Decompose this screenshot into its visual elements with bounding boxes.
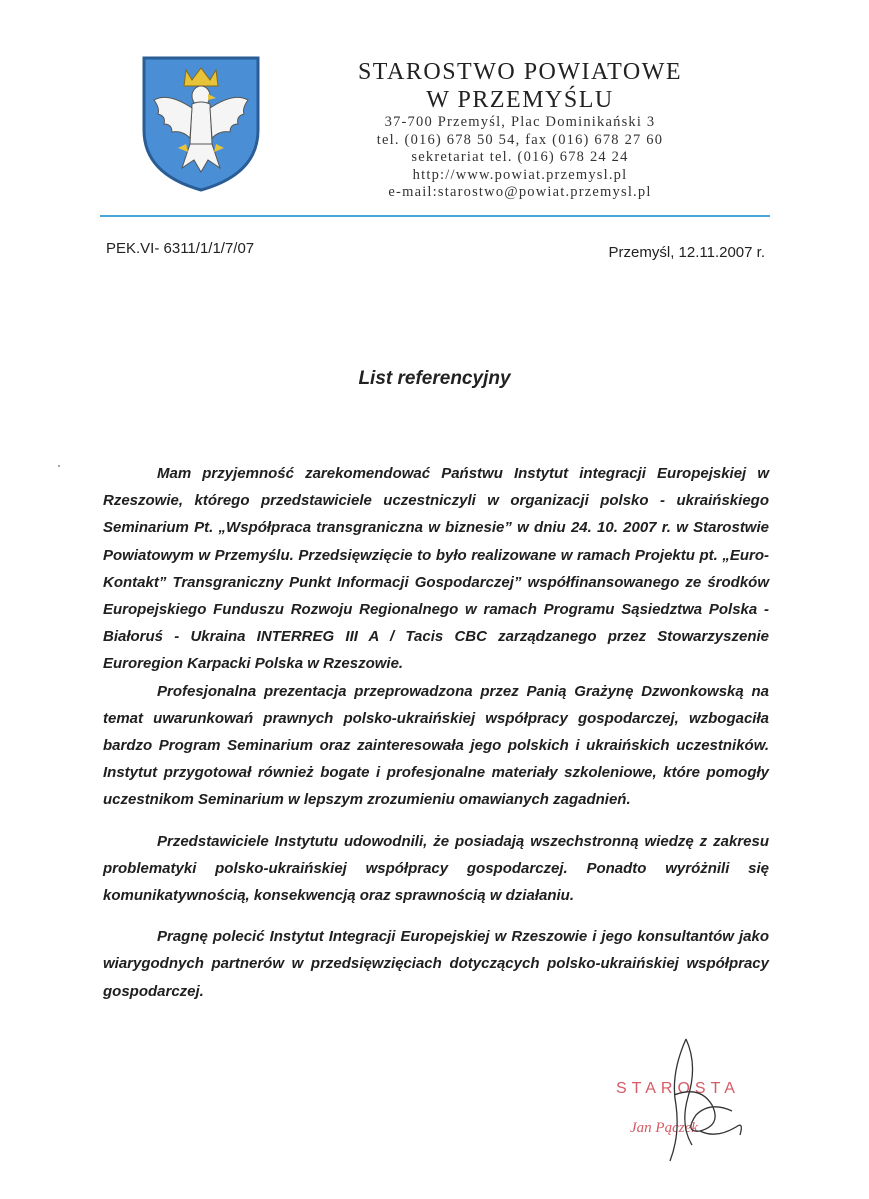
stamp-title: STAROSTA [616, 1080, 740, 1097]
handwritten-signature-icon [640, 1035, 750, 1165]
address: 37-700 Przemyśl, Plac Dominikański 3 [384, 114, 656, 130]
paragraph-1: Mam przyjemność zarekomendować Państwu Instytut integracji Europejskiej w Rzeszowie, którego przedstawiciele uczestniczyli w organizacji polsko - ukraińskiego Seminarium Pt. „Współpraca transgraniczna w biznesie” w dniu 24. 10. 2007 r. w Starostwie Powiatowym w Przemyślu. Przedsięwzięcie to było realizowane w ramach Projektu pt. „Euro-Kontakt” Transgraniczny Punkt Informacji Gospodarczej” współfinansowanego ze środków Europejskiego Funduszu Rozwoju Regionalnego w ramach Programu Sąsiedztwa Polska - Białoruś - Ukraina INTERREG III A / Tacis CBC zarządzanego przez Stowarzyszenie Euroregion Karpacki Polska w Rzeszowie. [103, 465, 769, 673]
secretariat-phone: sekretariat tel. (016) 678 24 24 [411, 149, 629, 165]
letterhead [300, 58, 740, 202]
organization-name: STAROSTWO POWIATOWE [357, 59, 683, 85]
letter-title: List referencyjny [358, 368, 511, 389]
stamp-name: Jan Pączek [630, 1120, 698, 1136]
scan-speck [58, 465, 60, 467]
coat-of-arms-icon [138, 52, 264, 194]
phone-fax: tel. (016) 678 50 54, fax (016) 678 27 60 [376, 131, 664, 148]
email: e-mail:starostwo@powiat.przemysl.pl [388, 184, 652, 200]
letter-body [103, 460, 769, 1005]
place-date: Przemyśl, 12.11.2007 r. [608, 244, 765, 261]
paragraph-3: Przedstawiciele Instytutu udowodnili, że posiadają wszechstronną wiedzę z zakresu problematyki polsko-ukraińskiej współpracy gospodarczej. Ponadto wyróżnili się komunikatywnością, konsekwencją oraz sprawnością w działaniu. [103, 832, 769, 905]
reference-number: PEK.VI- 6311/1/1/7/07 [106, 240, 255, 257]
paragraph-2: Profesjonalna prezentacja przeprowadzona przez Panią Grażynę Dzwonkowską na temat uwarunkowań prawnych polsko-ukraińskiej współpracy gospodarczej, wzbogaciła bardzo Program Seminarium oraz zainteresowała jego polskich i ukraińskich uczestników. Instytut przygotował również bogate i profesjonalne materiały szkoleniowe, które pomogły uczestnikom Seminarium w lepszym zrozumieniu omawianych zagadnień. [103, 682, 769, 809]
paragraph-4: Pragnę polecić Instytut Integracji Europejskiej w Rzeszowie i jego konsultantów jako wiarygodnych partnerów w przedsięwzięciach dotyczących polsko-ukraińskiej współpracy gospodarczej. [103, 928, 769, 1000]
website: http://www.powiat.przemysl.pl [412, 166, 628, 183]
organization-city: W PRZEMYŚLU [426, 87, 614, 113]
letterhead-divider [100, 215, 770, 217]
